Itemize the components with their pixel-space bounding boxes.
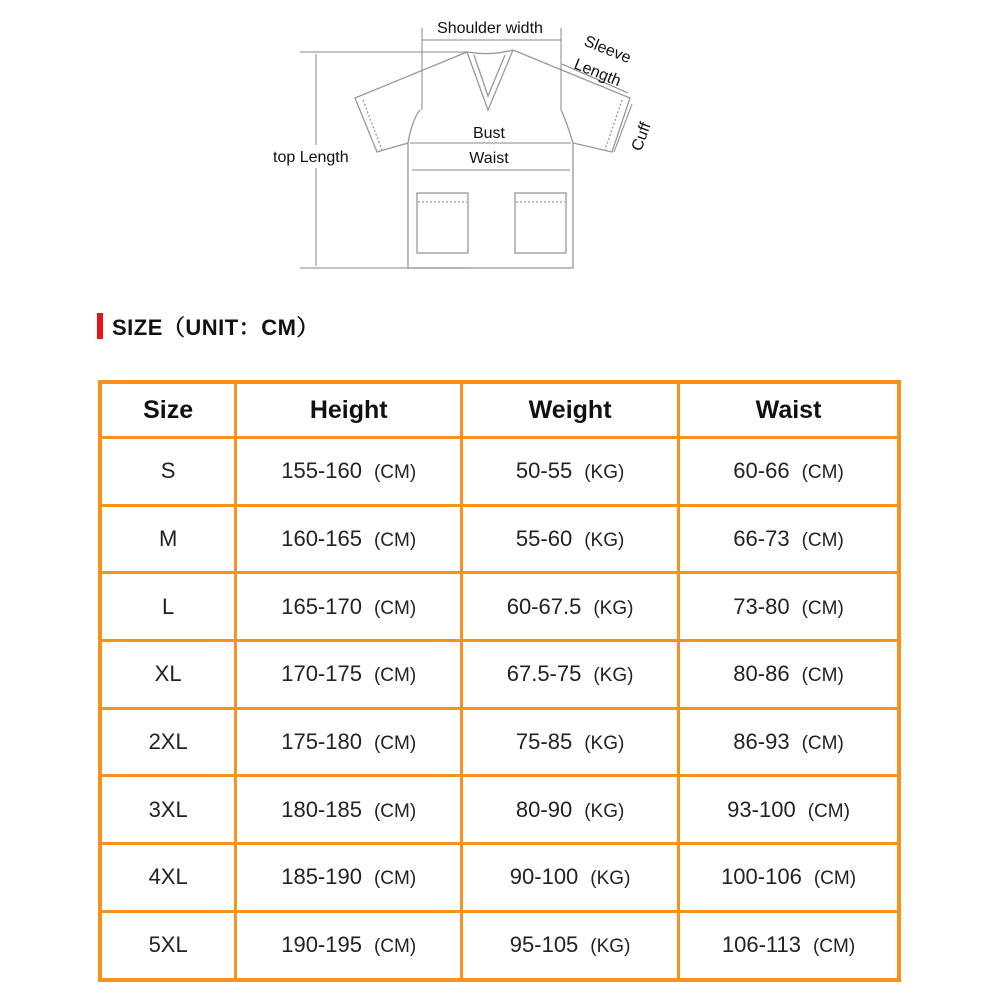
height-unit: (CM) [373, 936, 417, 958]
cell-waist [679, 640, 899, 708]
cell-height [236, 573, 462, 641]
size-value: L [162, 593, 175, 619]
waist-value: 93-100 [727, 796, 796, 822]
waist-value: 66-73 [733, 525, 790, 551]
waist-unit: (CM) [813, 868, 857, 890]
weight-value: 80-90 [515, 796, 573, 822]
waist-value: 80-86 [733, 661, 790, 687]
cell-size [100, 708, 236, 776]
height-value: 170-175 [281, 661, 362, 687]
waist-unit: (CM) [807, 800, 850, 822]
size-value: 4XL [148, 864, 188, 890]
header-weight: Weight [462, 382, 679, 438]
shirt-measurement-diagram [0, 0, 1000, 290]
header-waist: Waist [679, 382, 899, 438]
label-waist: Waist [469, 150, 509, 167]
size-value: 5XL [148, 932, 188, 958]
waist-unit: (CM) [812, 936, 856, 958]
weight-value: 60-67.5 [506, 593, 582, 619]
cell-size [100, 573, 236, 641]
table-row [100, 708, 899, 776]
waist-value: 100-106 [721, 864, 802, 890]
weight-value: 50-55 [515, 458, 573, 484]
height-value: 175-180 [281, 728, 362, 754]
section-title [97, 313, 319, 339]
height-value: 160-165 [281, 525, 362, 551]
cell-waist [679, 505, 899, 573]
cell-height [236, 438, 462, 506]
cell-weight [462, 776, 679, 844]
weight-unit: (KG) [584, 732, 625, 754]
table-row [100, 573, 899, 641]
height-unit: (CM) [373, 597, 417, 619]
cell-height [236, 708, 462, 776]
cell-weight [462, 640, 679, 708]
waist-unit: (CM) [801, 529, 844, 551]
weight-unit: (KG) [590, 868, 631, 890]
cell-height [236, 505, 462, 573]
height-unit: (CM) [373, 732, 417, 754]
weight-unit: (KG) [584, 462, 625, 484]
size-value: S [160, 458, 176, 484]
cell-height [236, 911, 462, 980]
height-unit: (CM) [373, 462, 417, 484]
waist-value: 106-113 [721, 932, 801, 958]
weight-value: 90-100 [509, 864, 579, 890]
table-header-row [100, 382, 899, 438]
accent-bar [97, 313, 103, 339]
table-row [100, 843, 899, 911]
waist-unit: (CM) [801, 597, 844, 619]
header-height: Height [236, 382, 462, 438]
cell-size [100, 505, 236, 573]
cell-size [100, 438, 236, 506]
cell-waist [679, 776, 899, 844]
height-value: 180-185 [281, 796, 362, 822]
height-value: 155-160 [281, 458, 362, 484]
cell-weight [462, 438, 679, 506]
label-shoulder-width: Shoulder width [437, 20, 543, 37]
waist-unit: (CM) [801, 665, 844, 687]
label-cuff: Cuff [628, 120, 655, 154]
label-bust: Bust [472, 125, 506, 142]
cell-waist [679, 708, 899, 776]
section-title-text: SIZE（UNIT：CM） [112, 314, 319, 340]
cell-weight [462, 843, 679, 911]
size-value: 3XL [148, 796, 188, 822]
cell-waist [679, 573, 899, 641]
label-sleeve: Sleeve [581, 32, 634, 68]
weight-unit: (KG) [593, 597, 634, 619]
cell-waist [679, 911, 899, 980]
weight-unit: (KG) [593, 665, 634, 687]
cell-waist [679, 438, 899, 506]
cell-size [100, 776, 236, 844]
weight-value: 67.5-75 [506, 661, 582, 687]
cell-weight [462, 505, 679, 573]
cell-size [100, 843, 236, 911]
waist-value: 60-66 [733, 458, 790, 484]
cell-height [236, 776, 462, 844]
size-value: 2XL [148, 728, 188, 754]
label-top-length: top Length [273, 149, 349, 166]
table-row [100, 911, 899, 980]
weight-value: 55-60 [515, 525, 573, 551]
weight-unit: (KG) [584, 529, 625, 551]
weight-value: 95-105 [509, 932, 579, 958]
height-unit: (CM) [373, 665, 417, 687]
height-value: 185-190 [281, 864, 362, 890]
label-length: Length [571, 55, 624, 91]
table-row [100, 438, 899, 506]
header-size: Size [100, 382, 236, 438]
table-row [100, 776, 899, 844]
cell-weight [462, 573, 679, 641]
table-row [100, 505, 899, 573]
weight-value: 75-85 [515, 728, 573, 754]
table-row [100, 640, 899, 708]
size-value: XL [154, 661, 182, 687]
cell-height [236, 843, 462, 911]
size-table [98, 380, 901, 982]
weight-unit: (KG) [590, 936, 631, 958]
height-unit: (CM) [373, 868, 417, 890]
waist-value: 86-93 [733, 728, 790, 754]
size-value: M [158, 525, 178, 551]
cell-weight [462, 911, 679, 980]
height-value: 165-170 [281, 593, 362, 619]
waist-unit: (CM) [801, 732, 844, 754]
cell-height [236, 640, 462, 708]
cell-size [100, 911, 236, 980]
height-unit: (CM) [373, 800, 417, 822]
height-value: 190-195 [281, 932, 362, 958]
cell-waist [679, 843, 899, 911]
weight-unit: (KG) [584, 800, 625, 822]
cell-weight [462, 708, 679, 776]
waist-value: 73-80 [733, 593, 790, 619]
cell-size [100, 640, 236, 708]
waist-unit: (CM) [801, 462, 844, 484]
height-unit: (CM) [373, 529, 417, 551]
